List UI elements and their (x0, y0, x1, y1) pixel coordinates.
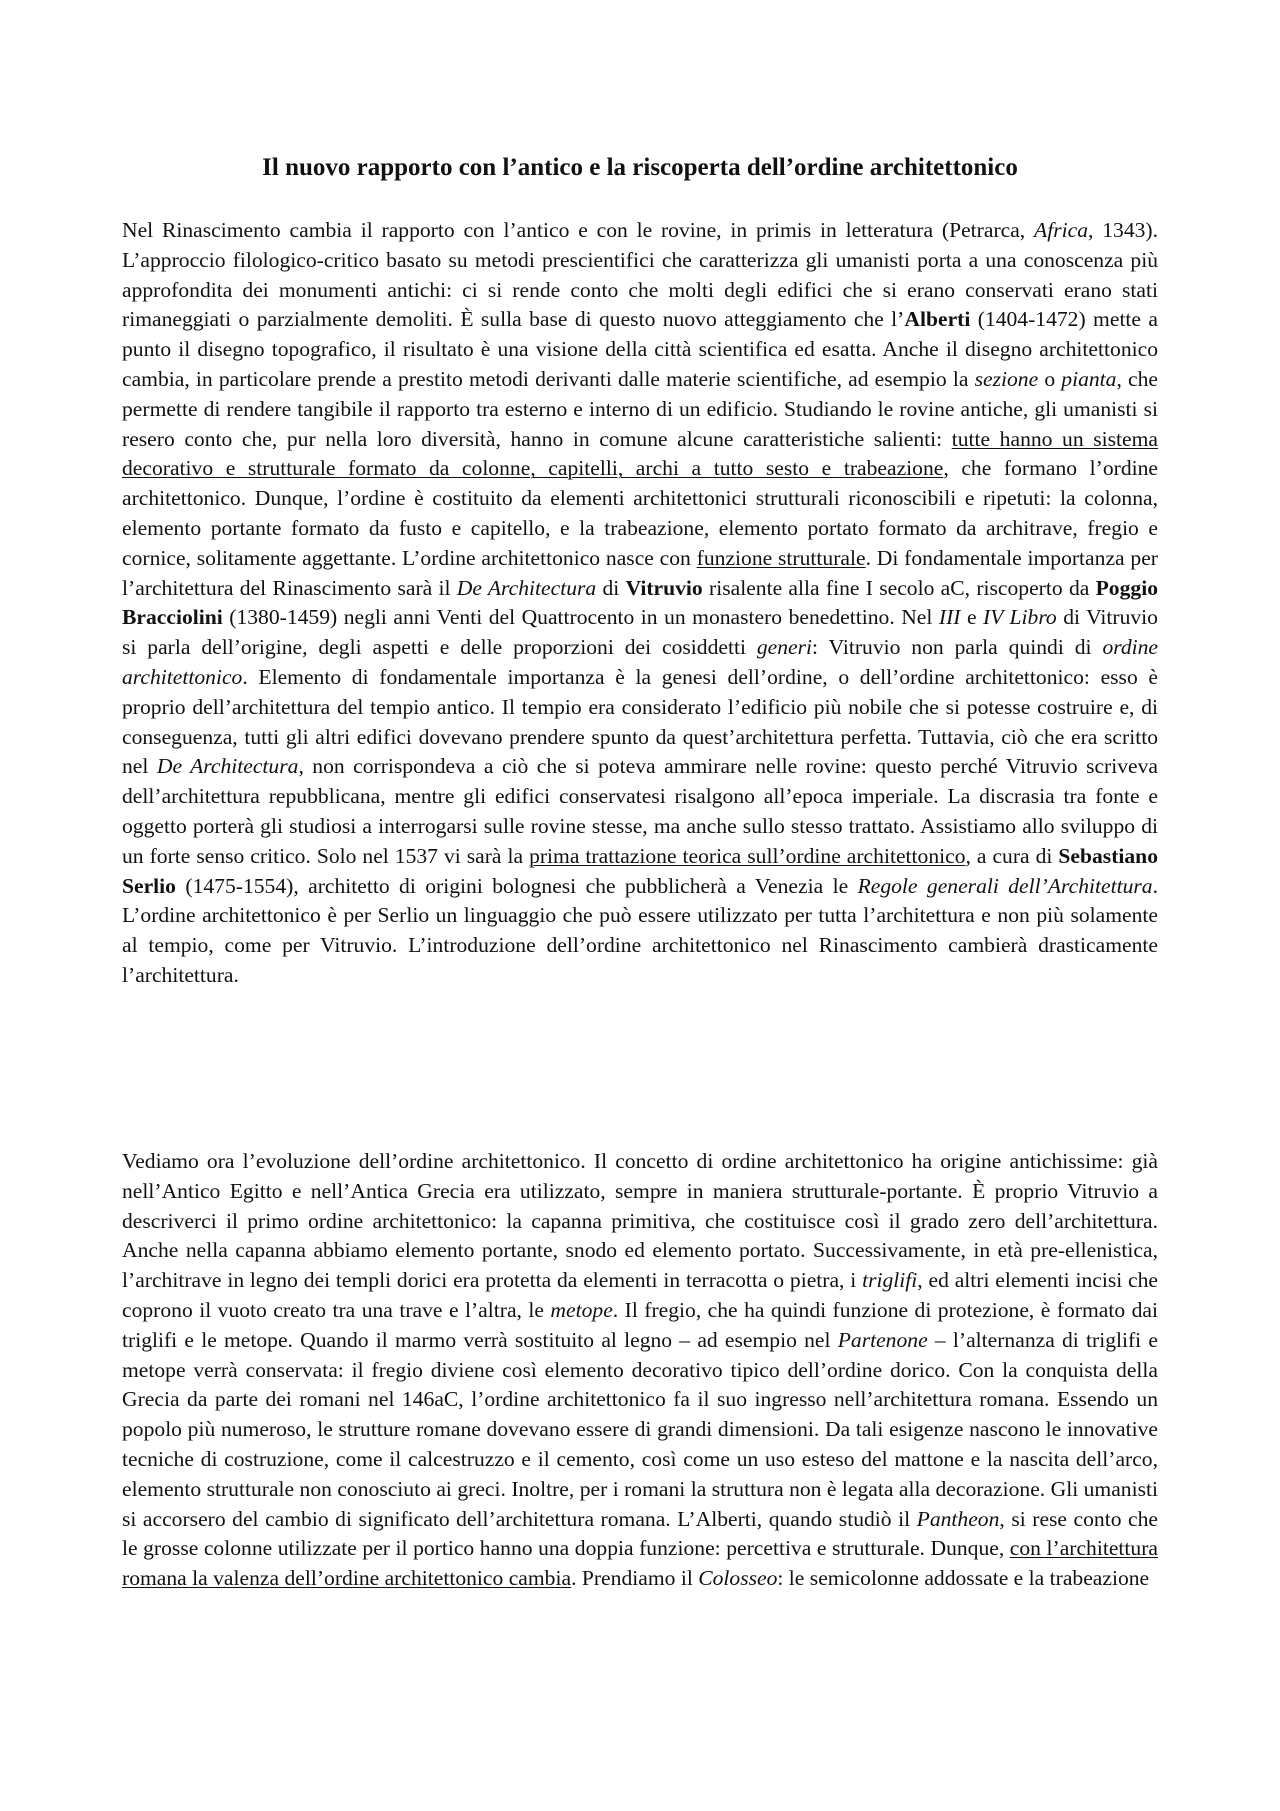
underlined-text: prima trattazione teorica sull’ordine architettonico (529, 843, 966, 868)
italic-text: De Architectura (156, 754, 299, 779)
text-run: , a cura di (965, 843, 1059, 868)
text-run: – l’alternanza di triglifi e metope verrà conservata: il fregio diviene così elemento decorativo tipico dell’ordine dorico. Con la conquista della Grecia da parte dei romani nel 146aC, l’ordine architettonico fa il suo ingresso nell’architettura romana. Essendo un popolo più numeroso, le strutture romane dovevano essere di grandi dimensioni. Da tali esigenze nascono le innovative tecniche di costruzione, come il calcestruzzo e il cemento, così come un uso esteso del mattone e la nascita dell’arco, elemento strutturale non conosciuto ai greci. Inoltre, per i romani la struttura non è legata alla decorazione. Gli umanisti si accorsero del cambio di significato dell’architettura romana. L’Alberti, quando studiò il (122, 1327, 1158, 1531)
text-run: , non corrispondeva a ciò che si poteva ammirare nelle rovine: questo perché Vitruvio scriveva dell’architettura repubblicana, mentre gli edifici conservatesi risalgono all’epoca imperiale. La discrasia tra fonte e oggetto porterà gli studiosi a interrogarsi sulle rovine stesse, ma anche sullo stesso trattato. Assistiamo allo sviluppo di un forte senso critico. Solo nel 1537 vi sarà la (122, 754, 1159, 868)
italic-text: Regole generali dell’Architettura (857, 873, 1153, 898)
text-run: . Il fregio, che ha quindi funzione di protezione, è formato dai triglifi e le metope. Quando il marmo verrà sostituito al legno – ad esempio nel (122, 1297, 1159, 1352)
text-run: , che permette di rendere tangibile il rapporto tra esterno e interno di un edificio. Studiando le rovine antiche, gli umanisti si resero conto che, pur nella loro diversità, hanno in comune alcune caratteristiche salienti: (122, 366, 1159, 451)
italic-text: IV Libro (983, 605, 1057, 630)
italic-text: III (938, 605, 961, 630)
bold-text: Poggio Bracciolini (122, 575, 1158, 630)
text-run: di (596, 575, 626, 600)
bold-text: Vitruvio (625, 575, 703, 600)
text-run: . L’ordine architettonico è per Serlio un linguaggio che può essere utilizzato per tutta l’architettura e non più solamente al tempio, come per Vitruvio. L’introduzione dell’ordine architettonico nel Rinascimento cambierà drasticamente l’architettura. (122, 873, 1158, 987)
italic-text: pianta (1061, 366, 1117, 391)
text-run: risalente alla fine I secolo aC, riscoperto da (702, 575, 1096, 600)
text-run: Vediamo ora l’evoluzione dell’ordine architettonico. Il concetto di ordine architettonico ha origine antichissime: già nell’Antico Egitto e nell’Antica Grecia era utilizzato, sempre in maniera strutturale-portante. È proprio Vitruvio a descriverci il primo ordine architettonico: la capanna primitiva, che costituisce così il grado zero dell’architettura. Anche nella capanna abbiamo elemento portante, snodo ed elemento portato. Successivamente, in età pre-ellenistica, l’architrave in legno dei templi dorici era protetta da elementi in terracotta o pietra, i (122, 1149, 1158, 1293)
text-run: , che formano l’ordine architettonico. Dunque, l’ordine è costituito da elementi architettonici strutturali riconoscibili e ripetuti: la colonna, elemento portante formato da fusto e capitello, e la trabeazione, elemento portato formato da architrave, fregio e cornice, solitamente aggettante. L’ordine architettonico nasce con (122, 456, 1158, 570)
text-run: (1404-1472) mette a punto il disegno topografico, il risultato è una visione della città scientifica ed esatta. Anche il disegno architettonico cambia, in particolare prende a prestito metodi derivanti dalle materie scientifiche, ad esempio la (122, 307, 1158, 391)
text-run: , ed altri elementi incisi che coprono il vuoto creato tra una trave e l’altra, le (122, 1268, 1159, 1322)
italic-text: generi (756, 635, 813, 660)
text-run: . Prendiamo il (571, 1566, 699, 1591)
text-run: di Vitruvio si parla dell’origine, degli aspetti e delle proporzioni dei cosiddetti (122, 605, 1158, 660)
underlined-text: con l’architettura romana la valenza dell’ordine architettonico cambia (122, 1536, 1159, 1591)
text-run: , 1343). L’approccio filologico-critico basato su metodi prescientifici che caratterizza gli umanisti porta a una conoscenza più approfondita dei monumenti antichi: ci si rende conto che molti degli edifici che si erano conservati erano stati rimaneggiati o parzialmente demoliti. È sulla base di questo nuovo atteggiamento che l’ (122, 218, 1159, 332)
text-run: e (960, 605, 984, 630)
italic-text: sezione (974, 366, 1039, 391)
paragraph-2 (122, 1147, 1158, 1594)
underlined-text: funzione strutturale (696, 545, 866, 570)
italic-text: metope (550, 1297, 613, 1322)
text-run: : le semicolonne addossate e la trabeazione (777, 1566, 1150, 1591)
bold-text: Sebastiano Serlio (122, 843, 1158, 898)
paragraph-1 (122, 216, 1158, 991)
text-run: o (1038, 366, 1062, 391)
underlined-text: tutte hanno un sistema decorativo e strutturale formato da colonne, capitelli, archi a tutto sesto e trabeazione (122, 426, 1158, 481)
italic-text: Pantheon (916, 1506, 1000, 1531)
bold-text: Alberti (904, 307, 971, 332)
text-run: . Di fondamentale importanza per l’architettura del Rinascimento sarà il (122, 545, 1158, 600)
text-run: (1380-1459) negli anni Venti del Quattrocento in un monastero benedettino. Nel (222, 605, 939, 630)
text-run: : Vitruvio non parla quindi di (812, 635, 1103, 660)
text-run: Nel Rinascimento cambia il rapporto con l’antico e con le rovine, in primis in letteratura (Petrarca, (122, 218, 1035, 242)
document-title: Il nuovo rapporto con l’antico e la riscoperta dell’ordine architettonico (262, 154, 1018, 181)
italic-text: De Architectura (456, 575, 597, 600)
italic-text: Africa (1034, 218, 1089, 242)
text-run: (1475-1554), architetto di origini bolognesi che pubblicherà a Venezia le (175, 873, 858, 898)
italic-text: ordine architettonico (122, 635, 1159, 689)
italic-text: triglifi (862, 1268, 918, 1293)
text-run: . Elemento di fondamentale importanza è la genesi dell’ordine, o dell’ordine architettonico: esso è proprio dell’architettura del tempio antico. Il tempio era considerato l’edificio più nobile che si potesse costruire e, di conseguenza, tutti gli altri edifici dovevano prendere spunto da quest’architettura perfetta. Tuttavia, ciò che era scritto nel (122, 664, 1158, 779)
italic-text: Partenone (837, 1327, 928, 1352)
italic-text: Colosseo (698, 1566, 778, 1591)
text-run: , si rese conto che le grosse colonne utilizzate per il portico hanno una doppia funzione: percettiva e strutturale. Dunque, (122, 1506, 1159, 1561)
